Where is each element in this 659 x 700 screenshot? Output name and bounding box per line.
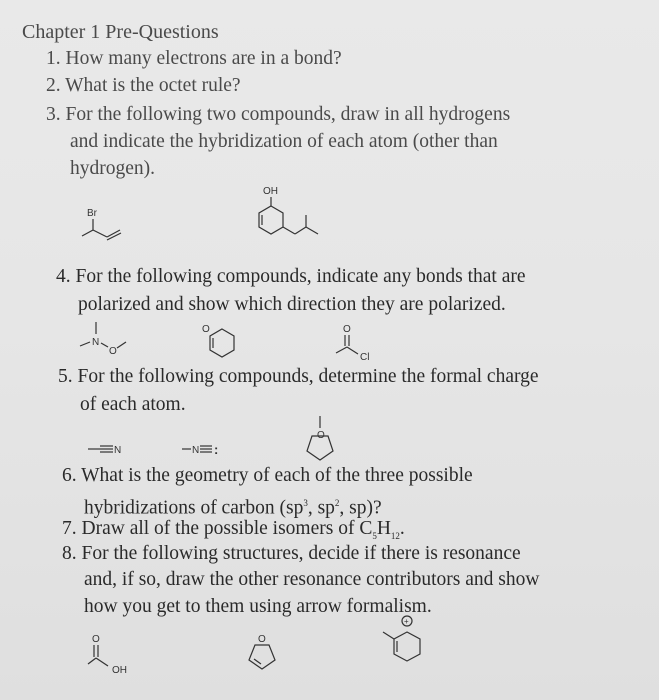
question-5-line-2: of each atom.: [80, 394, 186, 415]
carboxylic-acid-structure: [86, 632, 146, 677]
question-6: [62, 463, 473, 489]
question-8-line-1: For the following structures, decide if there is resonance: [81, 543, 521, 564]
question-1-text: How many electrons are in a bond?: [65, 48, 342, 69]
o-label-4: O: [317, 430, 325, 441]
o-label-5: O: [92, 634, 100, 645]
n-label-2: N: [192, 445, 200, 456]
br-label: Br: [87, 208, 97, 219]
question-6-line-2: hybridizations of carbon ($sp^3$, $sp^2$, sp)?: [84, 497, 382, 519]
question-2: [46, 73, 241, 99]
cyclohexadienyl-cation-structure: [378, 615, 438, 670]
n-label: N: [92, 337, 100, 348]
dihydropyran-structure: [196, 320, 246, 360]
question-3-number: 3.: [46, 104, 61, 125]
question-1: [46, 46, 342, 72]
question-2-number: 2.: [46, 75, 61, 96]
hydroxylamine-ether-structure: [76, 318, 136, 358]
question-1-number: 1.: [46, 48, 61, 69]
plus-label: +: [404, 617, 409, 626]
question-4: [56, 264, 526, 290]
acyl-chloride-structure: [328, 322, 378, 362]
question-8-line-3: how you get to them using arrow formalism.: [84, 596, 432, 617]
question-8-number: 8.: [62, 543, 77, 564]
oh-label: OH: [263, 186, 278, 197]
bromo-alkene-structure: [80, 205, 130, 245]
question-2-text: What is the octet rule?: [65, 75, 241, 96]
lone-pair-label: :: [214, 442, 219, 457]
question-5-number: 5.: [58, 366, 73, 387]
question-4-number: 4.: [56, 266, 71, 287]
methyl-oxolanium-structure: [302, 414, 342, 466]
isonitrile-structure: [180, 440, 250, 460]
o-label-3: O: [343, 324, 351, 335]
o-label-1: O: [109, 346, 117, 357]
question-6-line-1: What is the geometry of each of the three possible: [81, 465, 473, 486]
cyclohexenol-structure: [236, 185, 326, 255]
oh-label-2: OH: [112, 665, 127, 676]
question-8: [62, 541, 521, 567]
question-7: 7. Draw all of the possible isomers of $C_5H_{12}$.: [62, 518, 405, 541]
o-label-2: O: [202, 324, 210, 335]
furan-like-structure: [244, 632, 284, 672]
nitrile-structure: [86, 440, 136, 460]
question-8-line-2: and, if so, draw the other resonance contributors and show: [84, 569, 540, 590]
cl-label: Cl: [360, 352, 370, 363]
question-5: [58, 364, 539, 390]
question-7-number: 7.: [62, 518, 77, 539]
question-3-line-3: hydrogen).: [70, 158, 156, 179]
n-label-1: N: [114, 445, 122, 456]
question-4-line-2: polarized and show which direction they are polarized.: [78, 294, 506, 315]
o-label-6: O: [258, 634, 266, 645]
question-3-line-1: For the following two compounds, draw in all hydrogens: [65, 104, 511, 125]
question-3: [46, 102, 510, 128]
question-5-line-1: For the following compounds, determine the formal charge: [77, 366, 539, 387]
question-4-line-1: For the following compounds, indicate any bonds that are: [75, 266, 526, 287]
question-3-line-2: and indicate the hybridization of each atom (other than: [70, 131, 498, 152]
page-title: Chapter 1 Pre-Questions: [22, 21, 219, 43]
question-6-number: 6.: [62, 465, 77, 486]
